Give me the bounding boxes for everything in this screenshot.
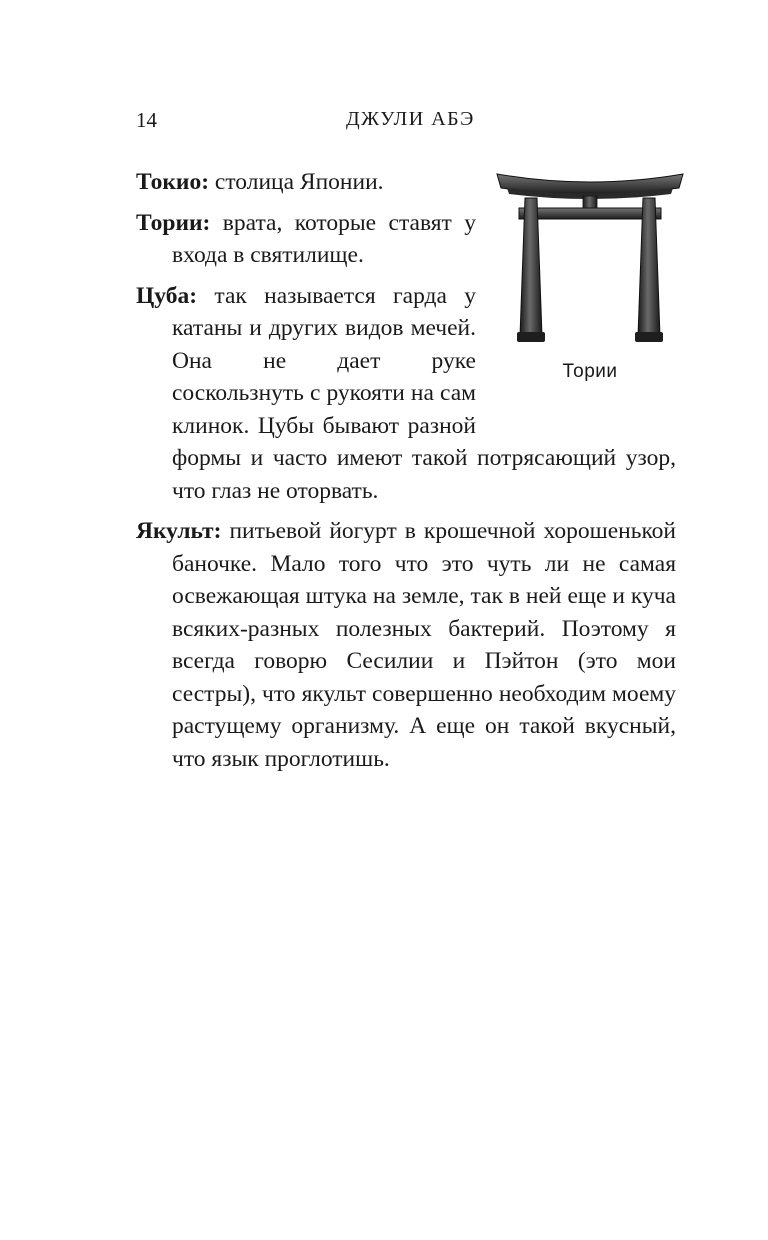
entry-term: Токио:: [136, 169, 210, 195]
page-number: 14: [136, 108, 157, 132]
page-header: [136, 108, 676, 138]
figure-caption: Тории: [562, 361, 618, 382]
entry-definition: так называется гарда у катаны и других видов мечей. Она не дает руке соскользнуть с рукояти на сам клинок. Цубы бывают разной формы и часто имеют такой потрясающий узор, что глаз не оторвать.: [172, 282, 676, 504]
entry-term: Тории:: [136, 209, 211, 236]
running-title: ДЖУЛИ АБЭ: [346, 108, 475, 130]
entry-definition: врата, которые ставят у входа в святилище.: [172, 209, 477, 268]
torii-gate-icon: [495, 168, 685, 348]
entry-term: Якульт:: [136, 518, 222, 544]
glossary: [136, 166, 676, 783]
entry-term: Цуба:: [136, 282, 198, 309]
entry-definition: столица Японии.: [214, 169, 384, 195]
entry-definition: питьевой йогурт в крошечной хорошенькой баночке. Мало того что это чуть ли не самая освежающая штука на земле, так в ней еще и куча всяких-разных полезных бактерий. Поэтому я всегда говорю Сесилии и Пэйтон (это мои сестры), что якульт совершенно необходим моему растущему организму. А еще он такой вкусный, что язык проглотишь.: [172, 518, 676, 772]
torii-figure: [490, 168, 690, 410]
glossary-entry-yakult: [136, 515, 676, 775]
